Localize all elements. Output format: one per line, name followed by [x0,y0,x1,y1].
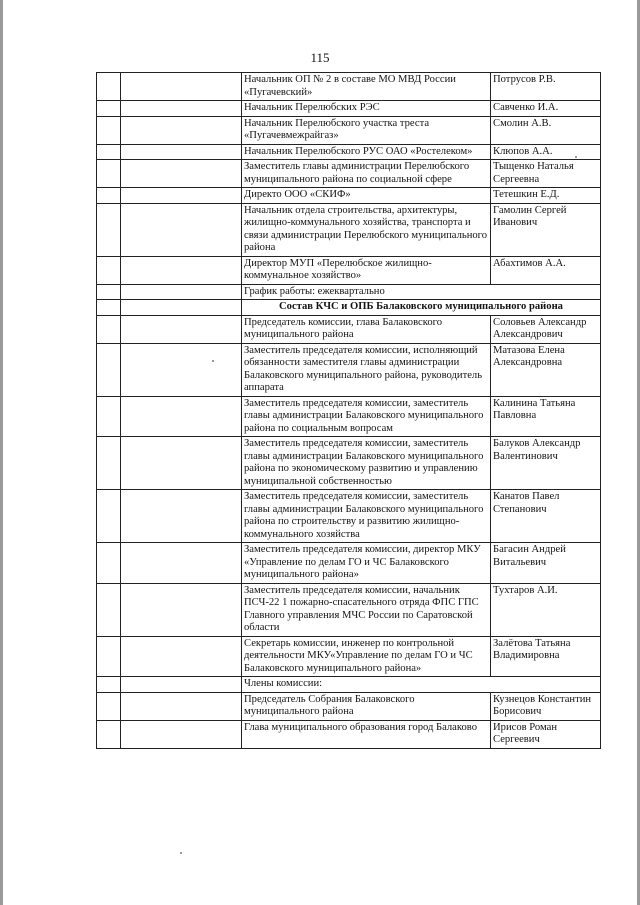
scan-edge-left [0,0,3,905]
position-cell: Начальник Перелюбского РУС ОАО «Ростелеком» [242,144,491,160]
table-row [97,692,601,720]
empty-cell [121,720,242,748]
schedule-label-row [97,284,601,300]
position-cell: Начальник отдела строительства, архитектуры, жилищно-коммунального хозяйства, транспорта и связи администрации Перелюбского муниципального района [242,203,491,256]
position-cell: Начальник Перелюбских РЭС [242,101,491,117]
empty-cell [121,300,242,316]
empty-cell [97,636,121,677]
table-row [97,583,601,636]
empty-cell [97,144,121,160]
table-row [97,203,601,256]
empty-cell [97,315,121,343]
table-row [97,396,601,437]
name-cell: Гамолин Сергей Иванович [491,203,601,256]
table-row [97,720,601,748]
position-cell: Заместитель председателя комиссии, директор МКУ «Управление по делам ГО и ЧС Балаковского муниципального района» [242,543,491,584]
empty-cell [121,101,242,117]
empty-cell [97,256,121,284]
position-cell: Заместитель главы администрации Перелюбского муниципального района по социальной сфере [242,160,491,188]
position-cell: Директо ООО «СКИФ» [242,188,491,204]
name-cell: Багасин Андрей Витальевич [491,543,601,584]
table-row [97,343,601,396]
table-row [97,144,601,160]
scan-speck [212,360,214,362]
empty-cell [97,543,121,584]
empty-cell [97,677,121,693]
table-row [97,160,601,188]
empty-cell [121,144,242,160]
name-cell: Тыщенко Наталья Сергеевна [491,160,601,188]
empty-cell [97,490,121,543]
table-row [97,315,601,343]
empty-cell [121,396,242,437]
position-cell: Глава муниципального образования город Балаково [242,720,491,748]
position-cell: Заместитель председателя комиссии, заместитель главы администрации Балаковского муниципального района по экономическому развитию и управлению муниципальной собственностью [242,437,491,490]
empty-cell [121,160,242,188]
empty-cell [121,256,242,284]
section-heading: Состав КЧС и ОПБ Балаковского муниципального района [242,300,601,316]
name-cell: Канатов Павел Степанович [491,490,601,543]
empty-cell [121,692,242,720]
empty-cell [121,73,242,101]
position-cell: Заместитель председателя комиссии, начальник ПСЧ-22 1 пожарно-спасательного отряда ФПС ГПС Главного управления МЧС России по Саратовской области [242,583,491,636]
name-cell: Смолин А.В. [491,116,601,144]
table-row [97,543,601,584]
members-label: Члены комиссии: [242,677,601,693]
empty-cell [121,343,242,396]
empty-cell [97,300,121,316]
table-row [97,188,601,204]
position-cell: Секретарь комиссии, инженер по контрольной деятельности МКУ«Управление по делам ГО и ЧС Балаковского муниципального района» [242,636,491,677]
empty-cell [97,583,121,636]
empty-cell [121,543,242,584]
members-label-row [97,677,601,693]
empty-cell [121,583,242,636]
table-row [97,437,601,490]
empty-cell [97,437,121,490]
name-cell: Балуков Александр Валентинович [491,437,601,490]
name-cell: Соловьев Александр Александрович [491,315,601,343]
empty-cell [121,284,242,300]
position-cell: Председатель комиссии, глава Балаковского муниципального района [242,315,491,343]
position-cell: Заместитель председателя комиссии, заместитель главы администрации Балаковского муниципального района по строительству и развитию жилищно-коммунального хозяйства [242,490,491,543]
empty-cell [97,160,121,188]
position-cell: Начальник Перелюбского участка треста «Пугачевмежрайгаз» [242,116,491,144]
name-cell: Тетешкин Е.Д. [491,188,601,204]
section-heading-row [97,300,601,316]
schedule-label: График работы: ежеквартально [242,284,601,300]
position-cell: Начальник ОП № 2 в составе МО МВД России «Пугачевский» [242,73,491,101]
empty-cell [97,343,121,396]
position-cell: Заместитель председателя комиссии, исполняющий обязанности заместителя главы администрации Балаковского муниципального района, руководитель аппарата [242,343,491,396]
position-cell: Заместитель председателя комиссии, заместитель главы администрации Балаковского муниципального района по социальным вопросам [242,396,491,437]
name-cell: Абахтимов А.А. [491,256,601,284]
empty-cell [121,203,242,256]
empty-cell [121,677,242,693]
empty-cell [121,315,242,343]
table-row [97,116,601,144]
name-cell: Ирисов Роман Сергеевич [491,720,601,748]
table-row [97,73,601,101]
empty-cell [97,203,121,256]
name-cell: Потрусов Р.В. [491,73,601,101]
name-cell: Калинина Татьяна Павловна [491,396,601,437]
name-cell: Кузнецов Константин Борисович [491,692,601,720]
empty-cell [97,692,121,720]
scan-speck [575,156,577,158]
table-row [97,636,601,677]
commission-table [96,72,601,749]
empty-cell [97,73,121,101]
empty-cell [97,101,121,117]
position-cell: Председатель Собрания Балаковского муниципального района [242,692,491,720]
empty-cell [121,437,242,490]
name-cell: Матазова Елена Александровна [491,343,601,396]
empty-cell [97,188,121,204]
commission-table-body [97,73,601,749]
empty-cell [97,396,121,437]
empty-cell [97,720,121,748]
page-number: 115 [310,50,330,65]
name-cell: Тухтаров А.И. [491,583,601,636]
name-cell: Клюпов А.А. [491,144,601,160]
name-cell: Савченко И.А. [491,101,601,117]
scan-speck [180,852,182,854]
empty-cell [121,490,242,543]
empty-cell [121,636,242,677]
name-cell: Залётова Татьяна Владимировна [491,636,601,677]
empty-cell [97,116,121,144]
position-cell: Директор МУП «Перелюбское жилищно-коммунальное хозяйство» [242,256,491,284]
empty-cell [121,188,242,204]
table-row [97,490,601,543]
empty-cell [97,284,121,300]
table-row [97,101,601,117]
empty-cell [121,116,242,144]
table-row [97,256,601,284]
